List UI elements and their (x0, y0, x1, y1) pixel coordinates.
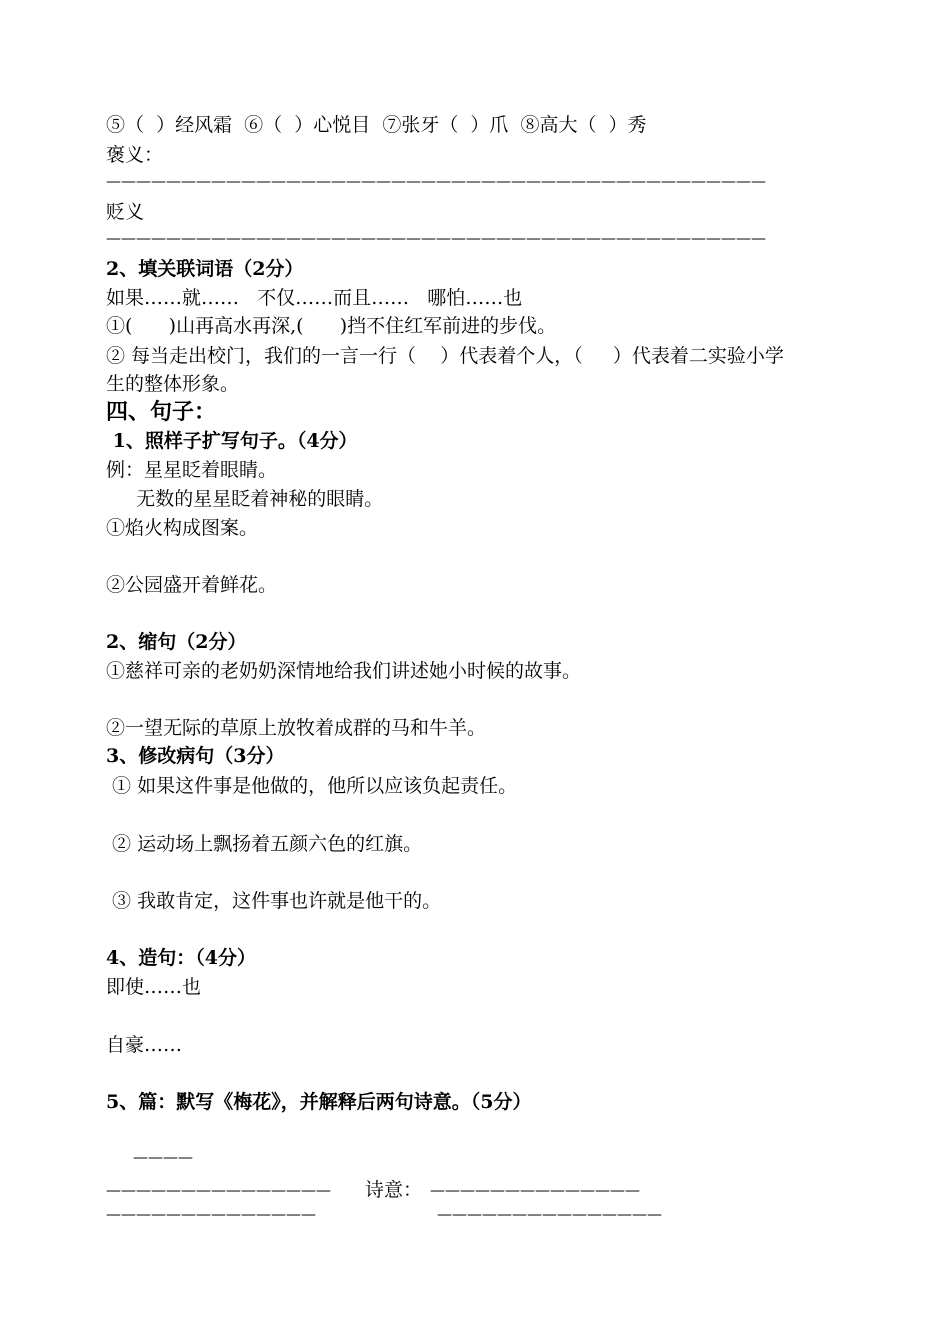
fix-item-3: ③ 我敢肯定，这件事也许就是他干的。 (106, 890, 442, 912)
answer-line-praise: ———————————————————————————————————————————— (106, 172, 766, 190)
conjunction-item-2: ② 每当走出校门，我们的一言一行（ ）代表着个人，（ ）代表着二实验小学 (106, 345, 784, 367)
praise-label: 褒义： (106, 144, 164, 166)
fix-item-1: ① 如果这件事是他做的，他所以应该负起责任。 (106, 775, 518, 797)
poem-line-2: —————————————— (106, 1205, 316, 1223)
conjunction-options: 如果……就…… 不仅……而且…… 哪怕……也 (106, 287, 523, 309)
section-title-sentences: 四、句子： (106, 399, 217, 425)
poem-title-line: ———— (133, 1148, 193, 1166)
conjunction-item-2-cont: 生的整体形象。 (106, 373, 240, 395)
expand-item-2: ②公园盛开着鲜花。 (106, 574, 278, 596)
answer-line-derog: ———————————————————————————————————————————— (106, 229, 766, 247)
shrink-item-2: ②一望无际的草原上放牧着成群的马和牛羊。 (106, 717, 487, 739)
expand-example-result: 无数的星星眨着神秘的眼睛。 (106, 488, 384, 510)
section-title-expand: 1、照样子扩写句子。（4分） (106, 430, 358, 452)
poem-meaning-label: 诗意： (365, 1179, 423, 1201)
section-title-poem: 5、篇：默写《梅花》，并解释后两句诗意。（5分） (106, 1091, 532, 1113)
section-title-fix: 3、修改病句（3分） (106, 745, 285, 767)
expand-item-1: ①焰火构成图案。 (106, 517, 259, 539)
poem-meaning-line-1: —————————————— (430, 1181, 640, 1199)
poem-line-1: ——————————————— (106, 1181, 331, 1199)
shrink-item-1: ①慈祥可亲的老奶奶深情地给我们讲述她小时候的故事。 (106, 660, 582, 682)
section-title-make: 4、造句：（4分） (106, 947, 256, 969)
idiom-blanks-row: ⑤（ ）经风霜 ⑥（ ）心悦目 ⑦张牙（ ）爪 ⑧高大（ ）秀 (106, 114, 647, 136)
section-title-conjunctions: 2、填关联词语（2分） (106, 258, 304, 280)
expand-example: 例：星星眨着眼睛。 (106, 459, 278, 481)
section-title-shrink: 2、缩句（2分） (106, 631, 247, 653)
conjunction-item-1: ①( )山再高水再深,( )挡不住红军前进的步伐。 (106, 315, 557, 337)
make-item-1: 即使……也 (106, 976, 202, 998)
derog-label: 贬义 (106, 201, 145, 223)
fix-item-2: ② 运动场上飘扬着五颜六色的红旗。 (106, 833, 423, 855)
make-item-2: 自豪…… (106, 1034, 183, 1056)
poem-meaning-line-2: ——————————————— (437, 1205, 662, 1223)
